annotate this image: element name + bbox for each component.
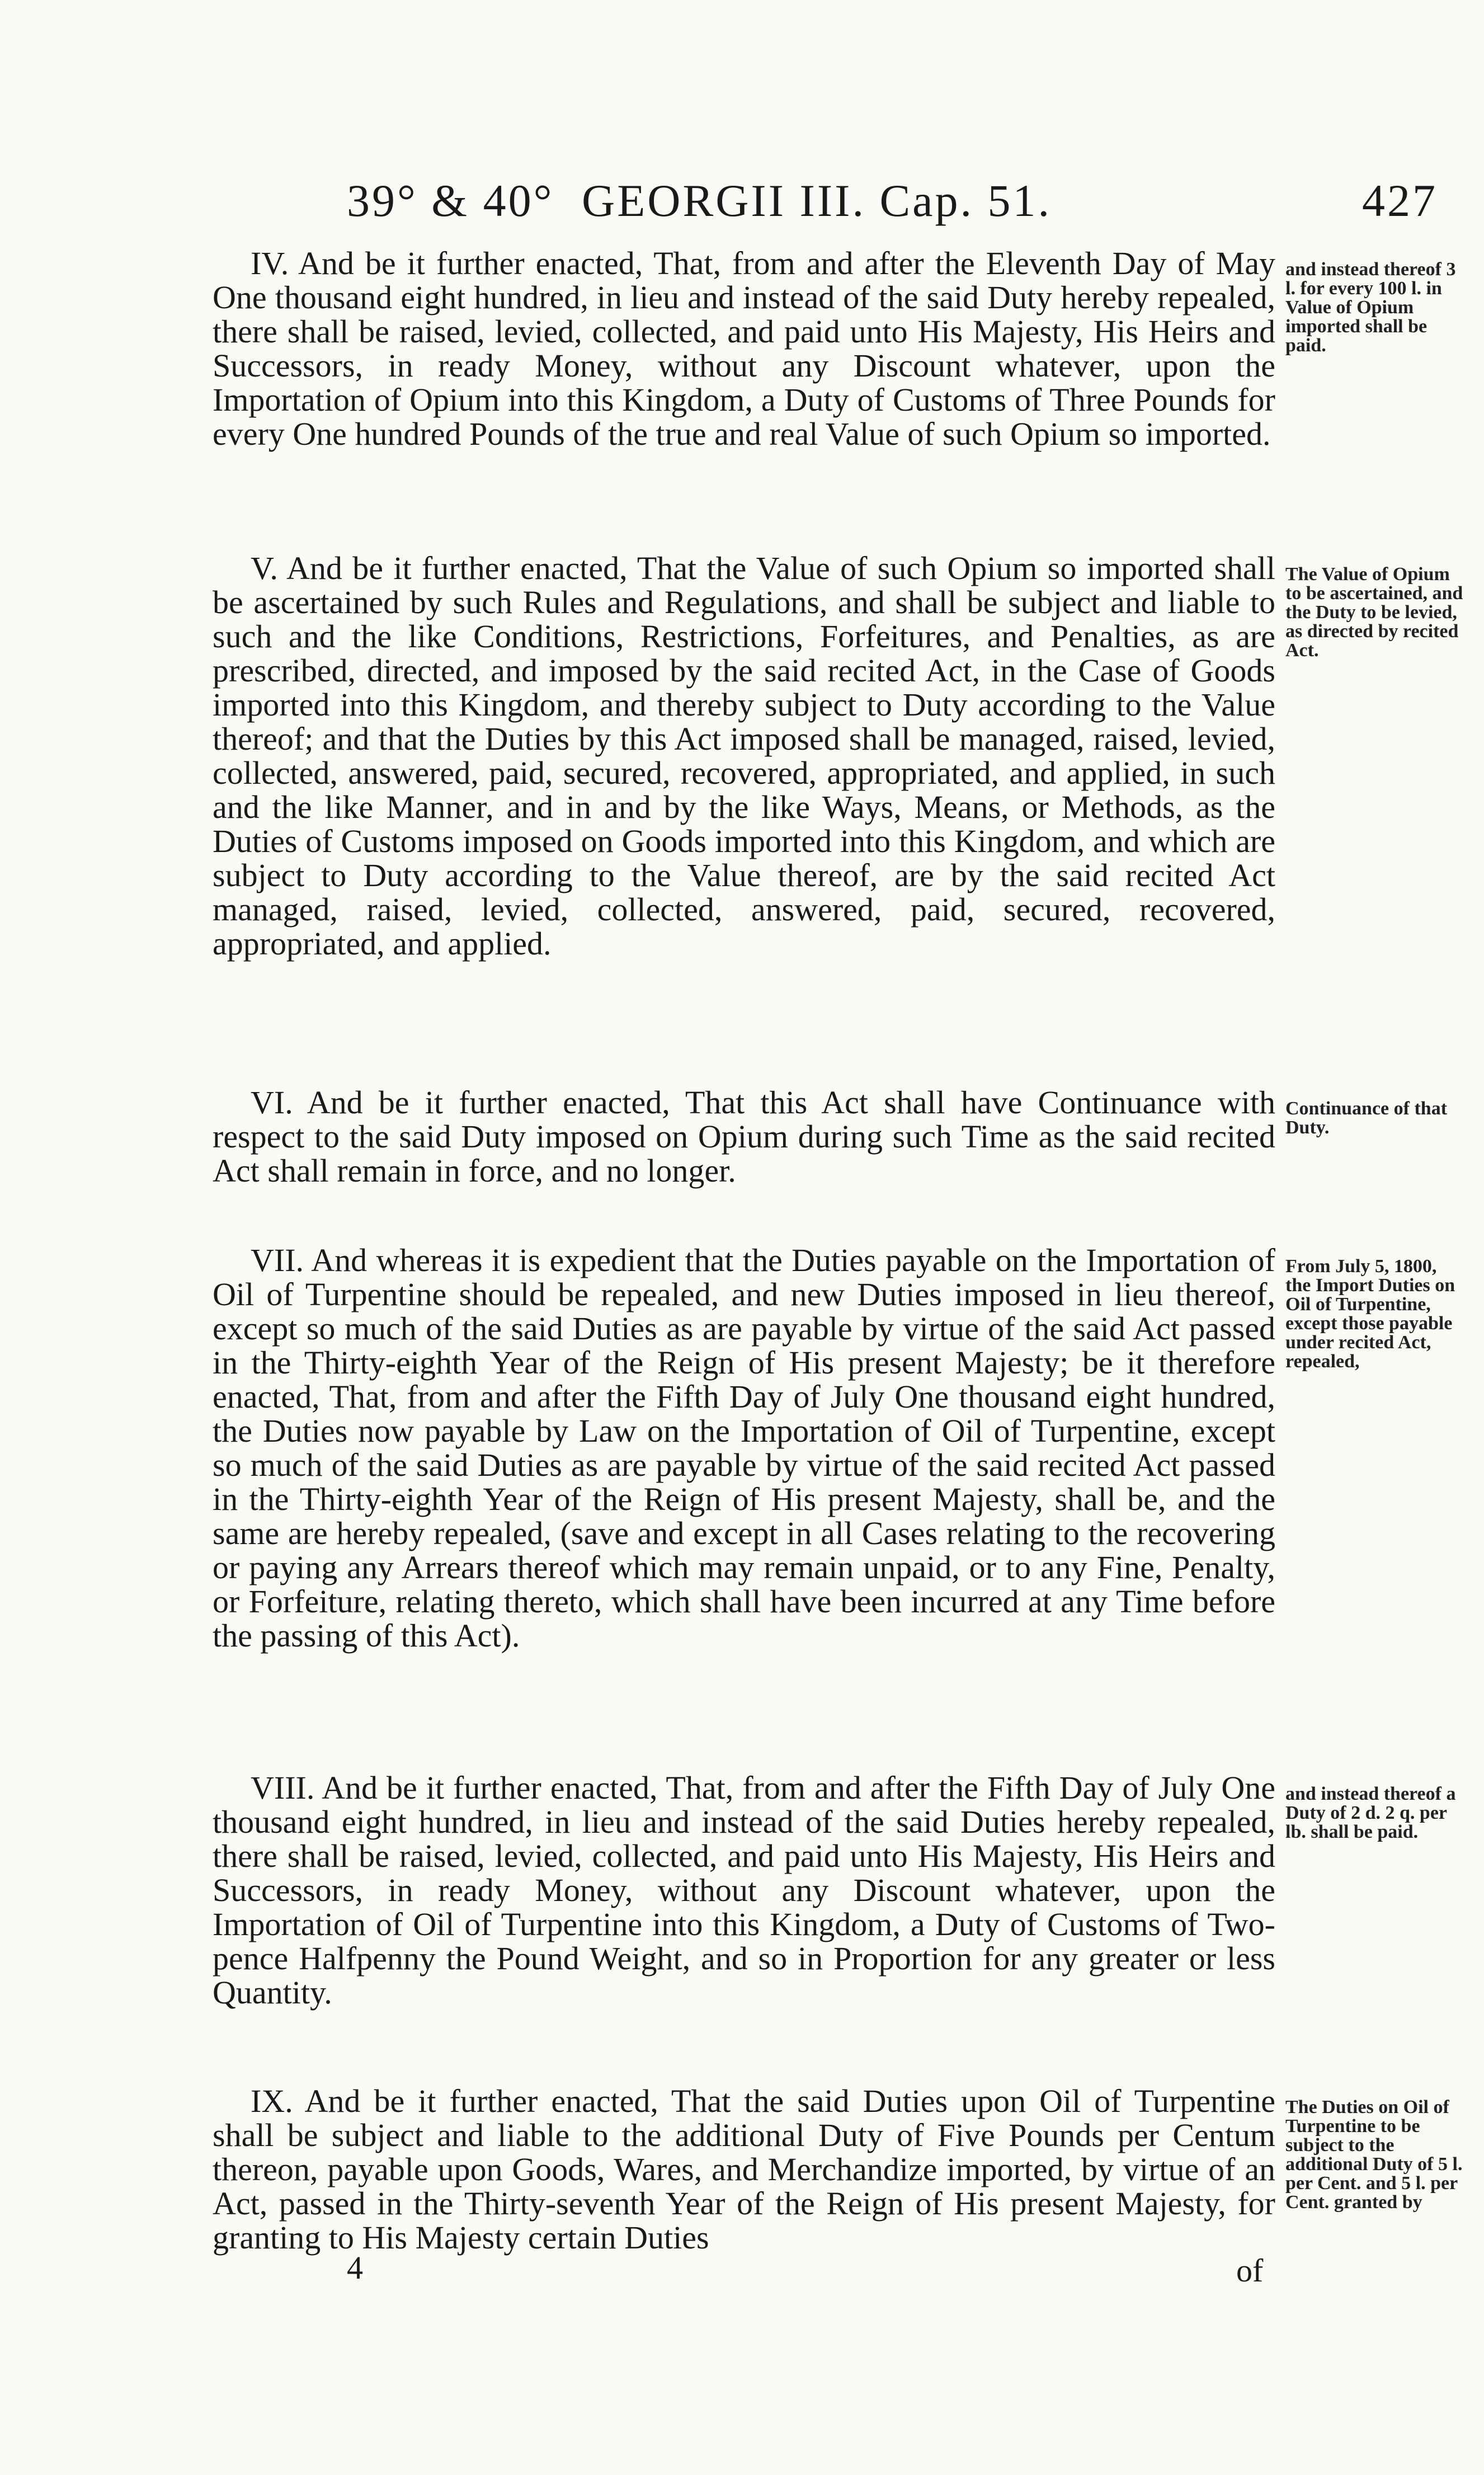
section-v: V. And be it further enacted, That the Value of such Opium so imported shall be ascertained by such Rules and Regulations, and shall be subject and liable to such and the like Conditions, Restrictions, Forfeitures, and Penalties, as are prescribed, directed, and imposed by the said recited Act, in the Case of Goods imported into this Kingdom, and thereby subject to Duty according to the Value thereof; and that the Duties by this Act imposed shall be managed, raised, levied, collected, answered, paid, secured, recovered, appropriated, and applied, in such and the like Manner, and in and by the like Ways, Means, or Methods, as the Duties of Customs imposed on Goods imported into this Kingdom, and which are subject to Duty according to the Value thereof, are by the said recited Act managed, raised, levied, collected, answered, paid, secured, recovered, appropriated, and applied.	[213, 550, 1275, 962]
margin-note-ix: The Duties on Oil of Turpentine to be subject to the additional Duty of 5 l. per Cent. and 5 l. per Cent. granted by	[1285, 2097, 1463, 2213]
regnal-years: 39° & 40°	[347, 175, 554, 226]
catchword: of	[1236, 2252, 1264, 2289]
section-iv: IV. And be it further enacted, That, from and after the Eleventh Day of May One thousand eight hundred, in lieu and instead of the said Duty hereby repealed, there shall be raised, levied, collected, and paid unto His Majesty, His Heirs and Successors, in ready Money, without any Discount whatever, upon the Importation of Opium into this Kingdom, a Duty of Customs of Three Pounds for every One hundred Pounds of the true and real Value of such Opium so imported.	[213, 245, 1275, 452]
signature-mark: 4	[347, 2250, 363, 2286]
statute-title: GEORGII III. Cap. 51.	[582, 175, 1052, 226]
margin-note-iv: and instead thereof 3 l. for every 100 l. in Value of Opium imported shall be paid.	[1285, 259, 1456, 356]
margin-note-viii: and instead thereof a Duty of 2 d. 2 q. per lb. shall be paid.	[1285, 1784, 1456, 1842]
margin-note-vi: Continuance of that Duty.	[1285, 1098, 1448, 1138]
section-ix: IX. And be it further enacted, That the said Duties upon Oil of Turpentine shall be subject and liable to the additional Duty of Five Pounds per Centum thereon, payable upon Goods, Wares, and Merchandize imported, by virtue of an Act, passed in the Thirty-seventh Year of the Reign of His present Majesty, for granting to His Majesty certain Duties	[213, 2083, 1275, 2256]
page-number: 427	[1362, 175, 1438, 226]
running-header	[347, 175, 1438, 236]
section-vii: VII. And whereas it is expedient that the Duties payable on the Importation of Oil of Turpentine should be repealed, and new Duties imposed in lieu thereof, except so much of the said Duties as are payable by virtue of the said Act passed in the Thirty-eighth Year of the Reign of His present Majesty; be it therefore enacted, That, from and after the Fifth Day of July One thousand eight hundred, the Duties now payable by Law on the Importation of Oil of Turpentine, except so much of the said Duties as are payable by virtue of the said recited Act passed in the Thirty-eighth Year of the Reign of His present Majesty, shall be, and the same are hereby repealed, (save and except in all Cases relating to the recovering or paying any Arrears thereof which may remain unpaid, or to any Fine, Penalty, or Forfeiture, relating thereto, which shall have been incurred at any Time before the passing of this Act).	[213, 1242, 1275, 1654]
margin-note-vii: From July 5, 1800, the Import Duties on Oil of Turpentine, except those payable under recited Act, repealed,	[1285, 1256, 1455, 1372]
section-viii: VIII. And be it further enacted, That, from and after the Fifth Day of July One thousand eight hundred, in lieu and instead of the said Duties hereby repealed, there shall be raised, levied, collected, and paid unto His Majesty, His Heirs and Successors, in ready Money, without any Discount whatever, upon the Importation of Oil of Turpentine into this Kingdom, a Duty of Customs of Two-pence Halfpenny the Pound Weight, and so in Proportion for any greater or less Quantity.	[213, 1770, 1275, 2011]
margin-note-v: The Value of Opium to be ascertained, and the Duty to be levied, as directed by recited Act.	[1285, 564, 1463, 661]
section-vi: VI. And be it further enacted, That this Act shall have Continuance with respect to the said Duty imposed on Opium during such Time as the said recited Act shall remain in force, and no longer.	[213, 1084, 1275, 1189]
